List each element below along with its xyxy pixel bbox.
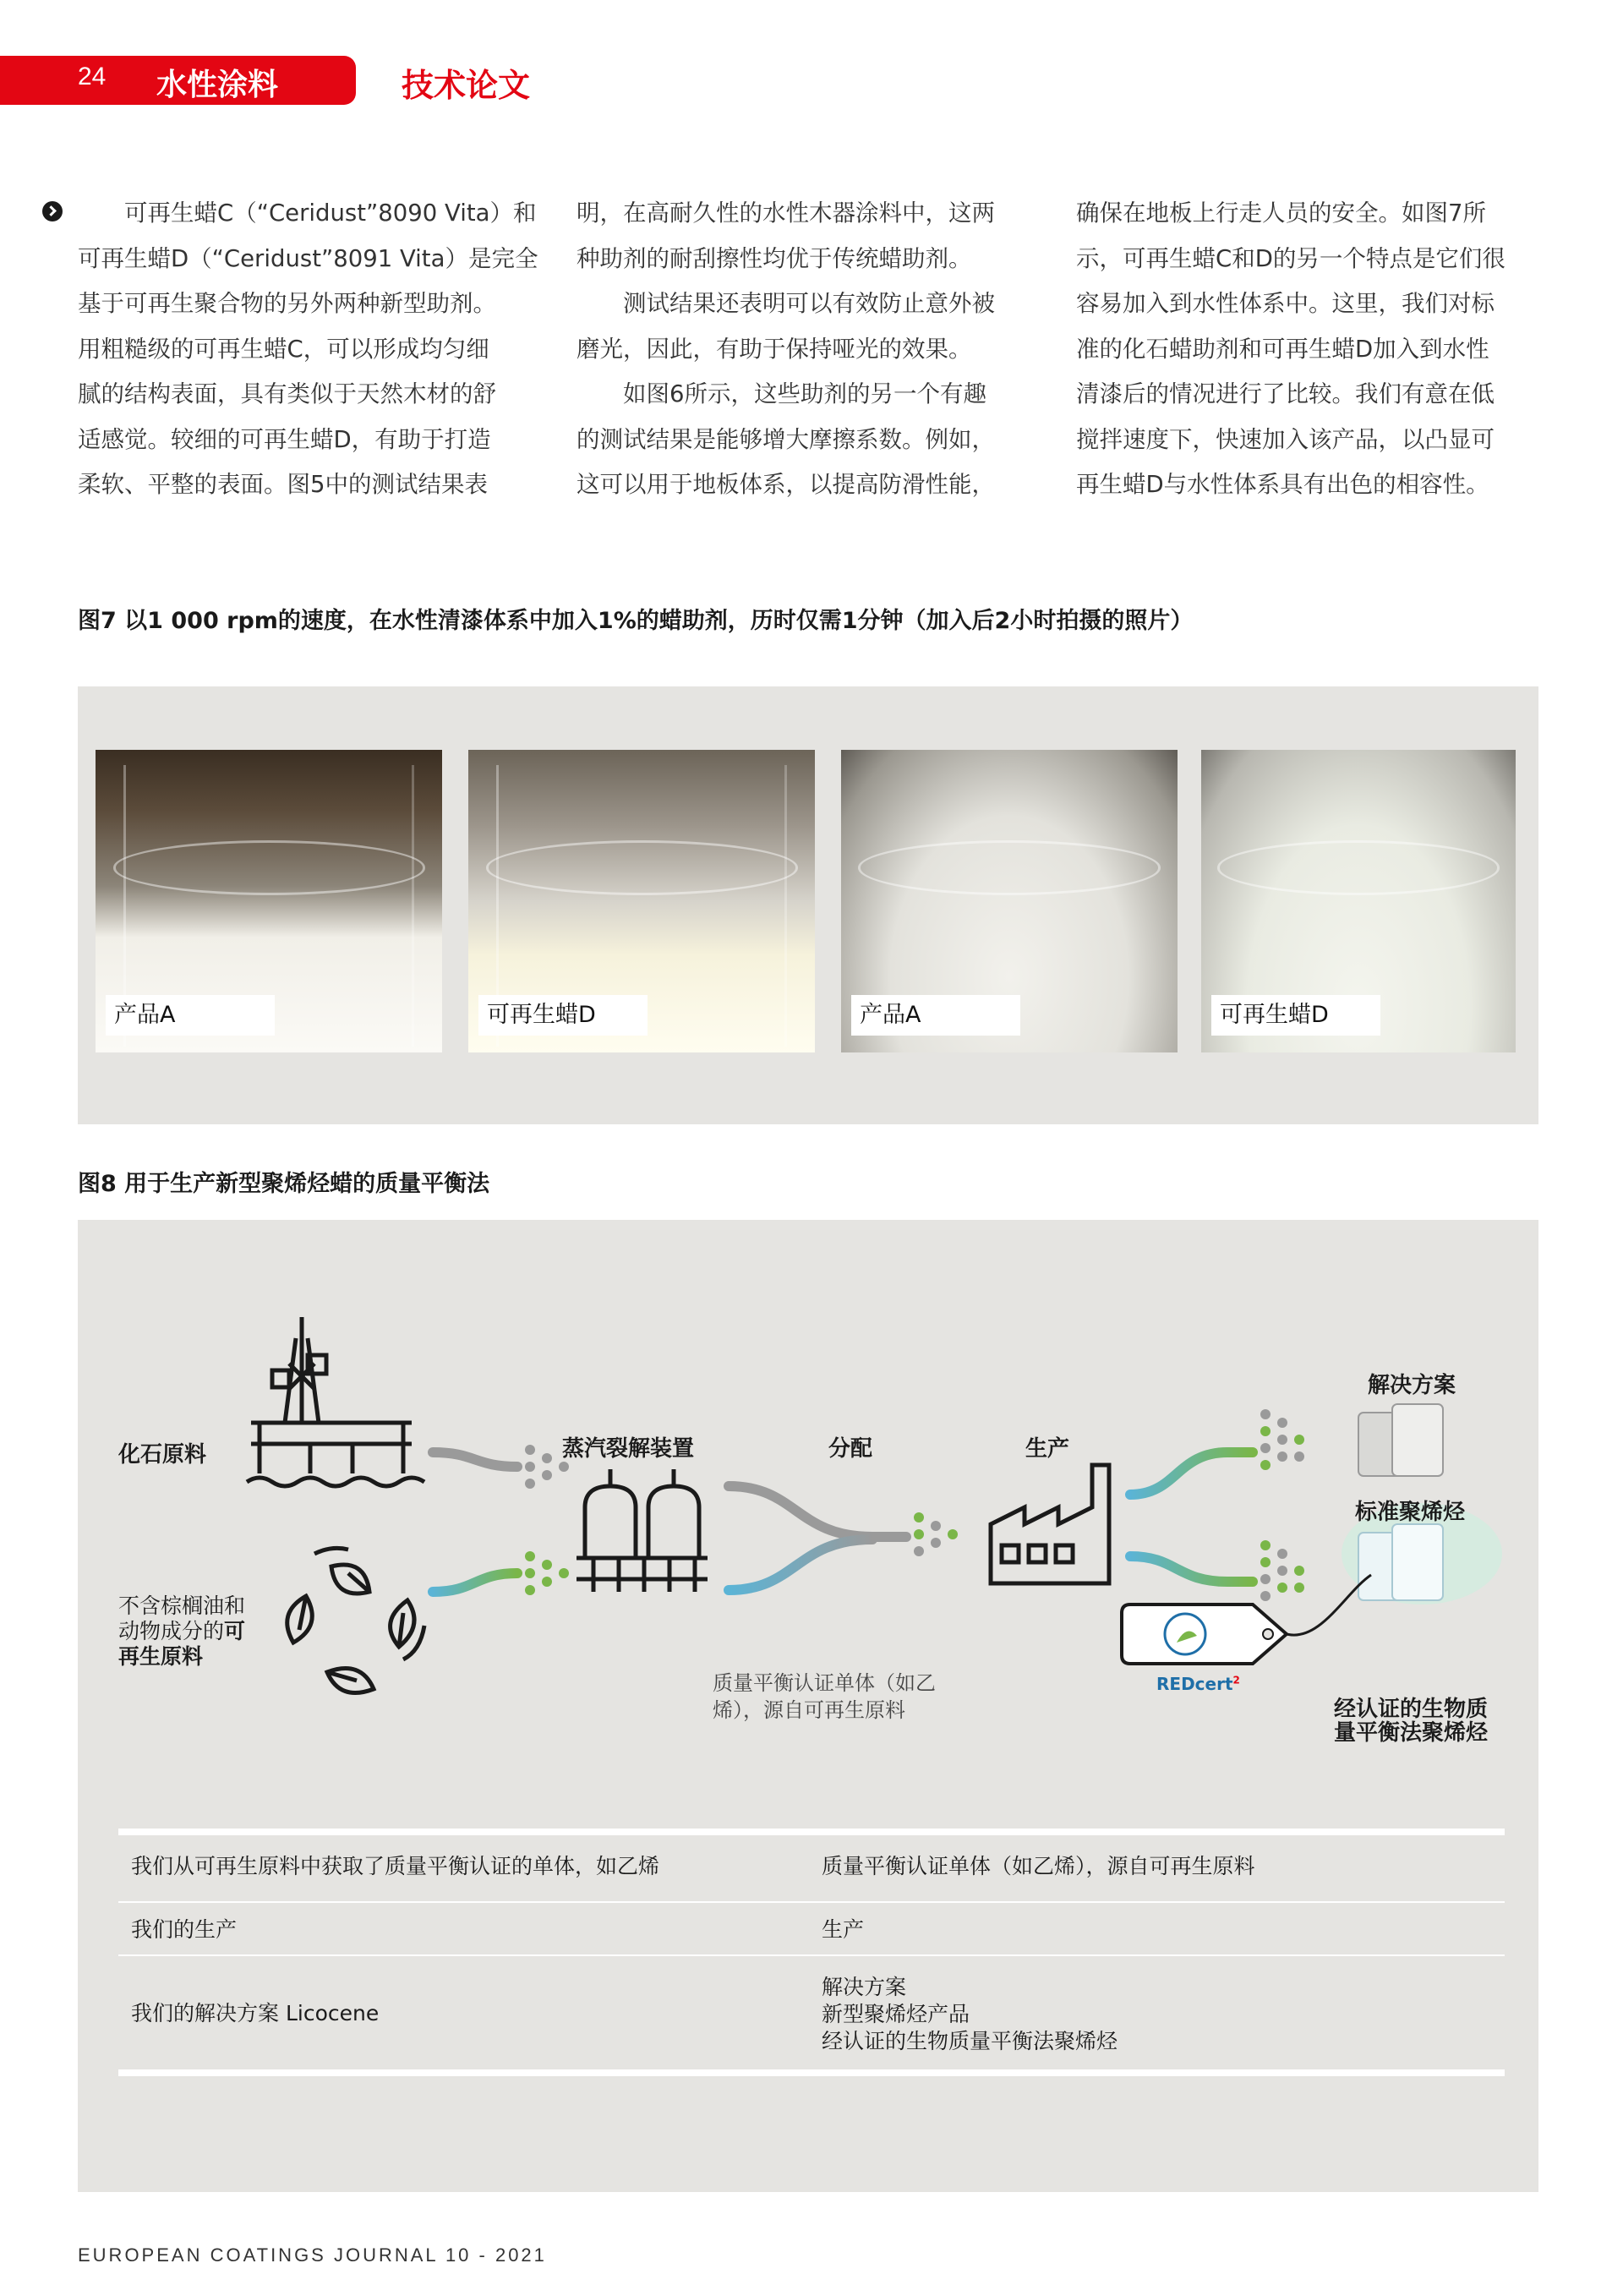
certified-label-line-2: 量平衡法聚烯烃 [1334, 1720, 1489, 1746]
steam-cracker-icon [577, 1469, 708, 1592]
beaker-rim [113, 840, 425, 894]
table-row-2-left: 我们的生产 [131, 1917, 238, 1942]
redcert-logo-text: REDcert$^2$ [1156, 1674, 1240, 1694]
photo-label: 可再生蜡D [478, 995, 648, 1036]
fossil-feedstock-label: 化石原料 [118, 1442, 207, 1468]
steam-cracker-label: 蒸汽裂解装置 [562, 1436, 695, 1462]
photo-beaker-4 [1201, 750, 1516, 1052]
text-line: 示，可再生蜡C和D的另一个特点是它们很 [1076, 244, 1506, 272]
renewable-label-line-2: 动物成分的可 [118, 1619, 246, 1643]
journal-footer: EUROPEAN COATINGS JOURNAL 10 - 2021 [78, 2244, 547, 2266]
beaker-rim [1217, 840, 1500, 894]
section-title: 水性涂料 [156, 68, 279, 102]
text-line: 用粗糙级的可再生蜡C，可以形成均匀细 [78, 335, 489, 363]
distribution-pipe-top [729, 1486, 906, 1537]
text-line: 准的化石蜡助剂和可再生蜡D加入到水性 [1076, 335, 1489, 363]
dots-renewable [525, 1551, 569, 1595]
beaker-rim [486, 840, 798, 894]
text-line: 确保在地板上行走人员的安全。如图7所 [1076, 200, 1486, 227]
renewable-label-line-3: 再生原料 [118, 1644, 204, 1669]
output-pipe-top [1130, 1452, 1253, 1495]
table-row-3-left: 我们的解决方案 Licocene [131, 2001, 380, 2025]
photo-beaker-1 [96, 750, 442, 1052]
solutions-label: 解决方案 [1368, 1373, 1456, 1398]
factory-icon [991, 1465, 1109, 1583]
text-line: 适感觉。较细的可再生蜡D，有助于打造 [78, 425, 491, 453]
redcert-tag-icon [1122, 1575, 1371, 1664]
distribution-label: 分配 [828, 1436, 873, 1462]
figure-7-caption: 图7 以1 000 rpm的速度，在水性清漆体系中加入1%的蜡助剂，历时仅需1分钟（加入后2小时拍摄的照片） [78, 608, 1194, 634]
photo-label: 产品A [851, 995, 1020, 1036]
renewable-feedstock-label [118, 1594, 245, 1670]
text-line: 可再生蜡C（“Ceridust”8090 Vita）和 [124, 200, 537, 227]
production-label: 生产 [1025, 1436, 1070, 1462]
note-line-1: 质量平衡认证单体（如乙 [713, 1671, 936, 1695]
dots-output-top [1260, 1409, 1304, 1470]
photo-beaker-2 [468, 750, 815, 1052]
text-line: 柔软、平整的表面。图5中的测试结果表 [78, 471, 488, 498]
text-line: 再生蜡D与水性体系具有出色的相容性。 [1076, 471, 1489, 498]
dots-mixed [914, 1512, 958, 1556]
text-column-3 [1076, 191, 1537, 508]
table-row-1-left: 我们从可再生原料中获取了质量平衡认证的单体，如乙烯 [131, 1854, 660, 1878]
text-line: 搅拌速度下，快速加入该产品，以凸显可 [1076, 425, 1495, 453]
text-column-2 [577, 191, 1037, 508]
figure-8-caption: 图8 用于生产新型聚烯烃蜡的质量平衡法 [78, 1171, 490, 1197]
photo-beaker-3 [841, 750, 1178, 1052]
text-line: 这可以用于地板体系，以提高防滑性能， [577, 471, 995, 498]
oil-rig-icon [247, 1317, 424, 1486]
text-line: 如图6所示，这些助剂的另一个有趣 [623, 380, 986, 407]
output-pipe-bottom [1130, 1556, 1253, 1582]
category-title: 技术论文 [402, 67, 531, 104]
photo-label: 产品A [106, 995, 275, 1036]
table-row-3-right [822, 1974, 1118, 2055]
table-row-3-right-line: 新型聚烯烃产品 [822, 2002, 970, 2026]
table-row-1-right: 质量平衡认证单体（如乙烯），源自可再生原料 [822, 1854, 1255, 1878]
text-line: 容易加入到水性体系中。这里，我们对标 [1076, 290, 1495, 317]
table-top-rule [118, 1829, 1505, 1835]
table-rule [118, 1954, 1505, 1956]
text-line: 种助剂的耐刮擦性均优于传统蜡助剂。 [577, 244, 972, 272]
renewable-leaves-icon [287, 1548, 424, 1692]
renewable-label-line-1: 不含棕榈油和 [118, 1594, 246, 1618]
standard-polyolefin-label: 标准聚烯烃 [1355, 1500, 1466, 1525]
table-row-2-right: 生产 [822, 1917, 865, 1942]
table-bottom-rule [118, 2069, 1505, 2076]
certified-polyolefin-label [1334, 1697, 1488, 1745]
standard-bags-icon [1358, 1404, 1443, 1476]
text-line: 磨光，因此，有助于保持哑光的效果。 [577, 335, 972, 363]
text-line: 可再生蜡D（“Ceridust”8091 Vita）是完全 [78, 244, 538, 272]
text-line: 清漆后的情况进行了比较。我们有意在低 [1076, 380, 1495, 407]
text-line: 腻的结构表面，具有类似于天然木材的舒 [78, 380, 496, 407]
fossil-pipe-left [433, 1452, 517, 1467]
note-line-2: 烯），源自可再生原料 [713, 1698, 905, 1722]
mass-balance-note [713, 1670, 1000, 1724]
text-line: 明，在高耐久性的水性木器涂料中，这两 [577, 200, 995, 227]
beaker-rim [858, 840, 1161, 894]
certified-label-line-1: 经认证的生物质 [1334, 1697, 1489, 1722]
bullet-arrow-icon [42, 201, 63, 221]
distribution-pipe-bottom [729, 1539, 872, 1590]
text-line: 的测试结果是能够增大摩擦系数。例如， [577, 425, 995, 453]
page-number: 24 [78, 63, 107, 90]
text-line: 基于可再生聚合物的另外两种新型助剂。 [78, 290, 496, 317]
table-row-3-right-line: 经认证的生物质量平衡法聚烯烃 [822, 2029, 1118, 2053]
dots-output-bottom [1260, 1540, 1304, 1601]
photo-label: 可再生蜡D [1211, 995, 1380, 1036]
text-column-1 [78, 191, 538, 508]
table-row-3-right-line: 解决方案 [822, 1975, 907, 1999]
table-rule [118, 1901, 1505, 1903]
renewable-pipe-left [433, 1573, 517, 1592]
text-line: 测试结果还表明可以有效防止意外被 [623, 290, 995, 317]
